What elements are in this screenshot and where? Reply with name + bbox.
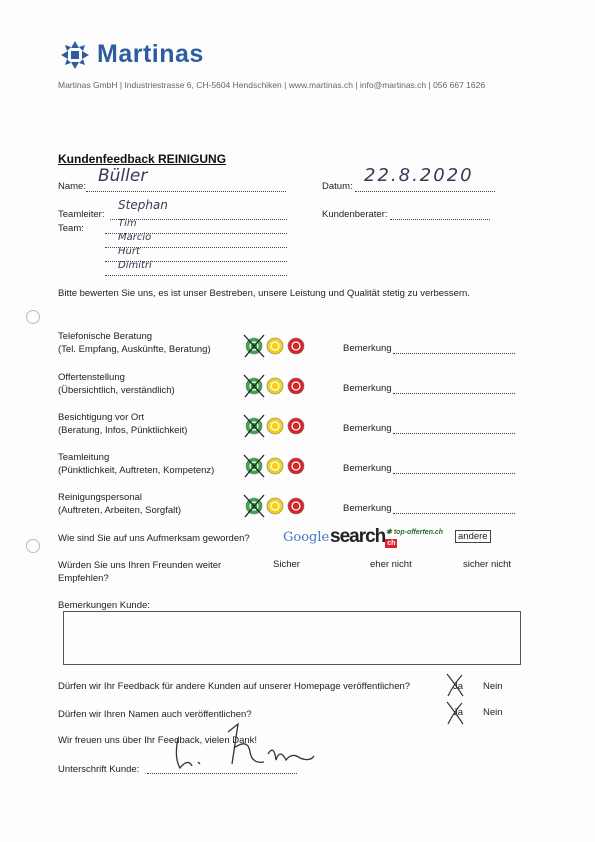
teamleiter-label: Teamleiter: <box>58 209 105 220</box>
search-logo-text: search <box>330 526 386 547</box>
name-label: Name: <box>58 181 86 192</box>
punch-hole <box>26 539 40 553</box>
name-handwritten: Büller <box>98 166 148 186</box>
company-address: Martinas GmbH | Industriestrasse 6, CH-5604 Hendschiken | www.martinas.ch | info@martinas.ch | 056 667 1626 <box>58 80 486 90</box>
rating-title-teamleitung: Teamleitung <box>58 452 110 463</box>
rating-title-personal: Reinigungspersonal <box>58 492 142 503</box>
name-publish-ja-cross-mark <box>444 700 466 726</box>
datum-label: Datum: <box>322 181 353 192</box>
google-option[interactable]: Google <box>283 530 330 545</box>
recommend-question-line1: Würden Sie uns Ihren Freunden weiter <box>58 560 222 571</box>
rating-sub-offerten: (Übersichtlich, verständlich) <box>58 385 175 396</box>
andere-option[interactable]: andere <box>455 530 491 543</box>
rating-title-besichtigung: Besichtigung vor Ort <box>58 412 145 423</box>
comments-label: Bemerkungen Kunde: <box>58 600 150 611</box>
rating-sub-besichtigung: (Beratung, Infos, Pünktlichkeit) <box>58 425 188 436</box>
teamleiter-handwritten: Stephan <box>118 198 168 212</box>
bemerkung-field-4[interactable] <box>393 464 515 474</box>
form-title: Kundenfeedback REINIGUNG <box>58 152 227 166</box>
neutral-face-icon[interactable] <box>267 338 283 354</box>
kundenberater-field[interactable] <box>390 209 490 220</box>
punch-hole <box>26 310 40 324</box>
neutral-face-icon[interactable] <box>267 378 283 394</box>
bemerkung-field-5[interactable] <box>393 504 515 514</box>
rating-faces-3[interactable] <box>242 414 306 438</box>
bemerkung-field-1[interactable] <box>393 344 515 354</box>
bad-face-icon[interactable] <box>288 498 304 514</box>
bemerkung-label-4: Bemerkung <box>343 463 392 474</box>
rating-sub-telefon: (Tel. Empfang, Auskünfte, Beratung) <box>58 344 211 355</box>
rating-sub-personal: (Auftreten, Arbeiten, Sorgfalt) <box>58 505 182 516</box>
name-publish-nein[interactable]: Nein <box>483 707 503 718</box>
thanks-text: Wir freuen uns über Ihr Feedback, vielen Dank! <box>58 735 258 746</box>
homepage-ja-cross-mark <box>444 672 466 698</box>
bemerkung-label-1: Bemerkung <box>343 343 392 354</box>
rating-faces-5[interactable] <box>242 494 306 518</box>
star-icon: ✱ <box>386 529 392 536</box>
team-member-3: Hurt <box>118 246 140 257</box>
homepage-ja[interactable]: Ja <box>453 681 464 692</box>
rating-faces-1[interactable] <box>242 334 306 358</box>
comments-box[interactable] <box>63 611 521 665</box>
bad-face-icon[interactable] <box>288 338 304 354</box>
recommend-question-line2: Empfehlen? <box>58 573 109 584</box>
rating-faces-4[interactable] <box>242 454 306 478</box>
bemerkung-field-2[interactable] <box>393 384 515 394</box>
bemerkung-label-5: Bemerkung <box>343 503 392 514</box>
brand-name: Martinas <box>97 40 204 68</box>
rating-title-telefon: Telefonische Beratung <box>58 331 153 342</box>
top-offerten-option[interactable] <box>386 528 443 536</box>
recommend-sicher[interactable]: Sicher <box>273 559 300 570</box>
source-question: Wie sind Sie auf uns Aufmerksam geworden? <box>58 533 250 544</box>
neutral-face-icon[interactable] <box>267 458 283 474</box>
rating-sub-teamleitung: (Pünktlichkeit, Auftreten, Kompetenz) <box>58 465 215 476</box>
neutral-face-icon[interactable] <box>267 498 283 514</box>
rating-faces-2[interactable] <box>242 374 306 398</box>
team-member-2: Marcio <box>118 232 152 243</box>
recommend-sicher-nicht[interactable]: sicher nicht <box>463 559 512 570</box>
bad-face-icon[interactable] <box>288 418 304 434</box>
recommend-eher-nicht[interactable]: eher nicht <box>370 559 412 570</box>
top-offerten-label: top-offerten.ch <box>393 529 444 536</box>
search-ch-badge: ch <box>387 540 396 547</box>
bemerkung-field-3[interactable] <box>393 424 515 434</box>
homepage-question: Dürfen wir Ihr Feedback für andere Kunden auf unserer Homepage veröffentlichen? <box>58 681 411 692</box>
rating-title-offerten: Offertenstellung <box>58 372 125 383</box>
neutral-face-icon[interactable] <box>267 418 283 434</box>
team-label: Team: <box>58 223 84 234</box>
name-publish-ja[interactable]: Ja <box>453 707 464 718</box>
homepage-nein[interactable]: Nein <box>483 681 503 692</box>
bemerkung-label-3: Bemerkung <box>343 423 392 434</box>
datum-handwritten: 22.8.2020 <box>364 165 474 186</box>
bemerkung-label-2: Bemerkung <box>343 383 392 394</box>
team-member-1: Tim <box>118 218 137 229</box>
signature-label: Unterschrift Kunde: <box>58 764 140 775</box>
bad-face-icon[interactable] <box>288 458 304 474</box>
bad-face-icon[interactable] <box>288 378 304 394</box>
team-member-4: Dimitri <box>118 260 152 271</box>
intro-text: Bitte bewerten Sie uns, es ist unser Bestreben, unsere Leistung und Qualität stetig zu verbessern. <box>58 288 470 299</box>
customer-signature-drawing <box>168 718 318 776</box>
kundenberater-label: Kundenberater: <box>322 209 388 220</box>
logo-snowflake-icon <box>60 40 90 70</box>
name-publish-question: Dürfen wir Ihren Namen auch veröffentlichen? <box>58 709 252 720</box>
